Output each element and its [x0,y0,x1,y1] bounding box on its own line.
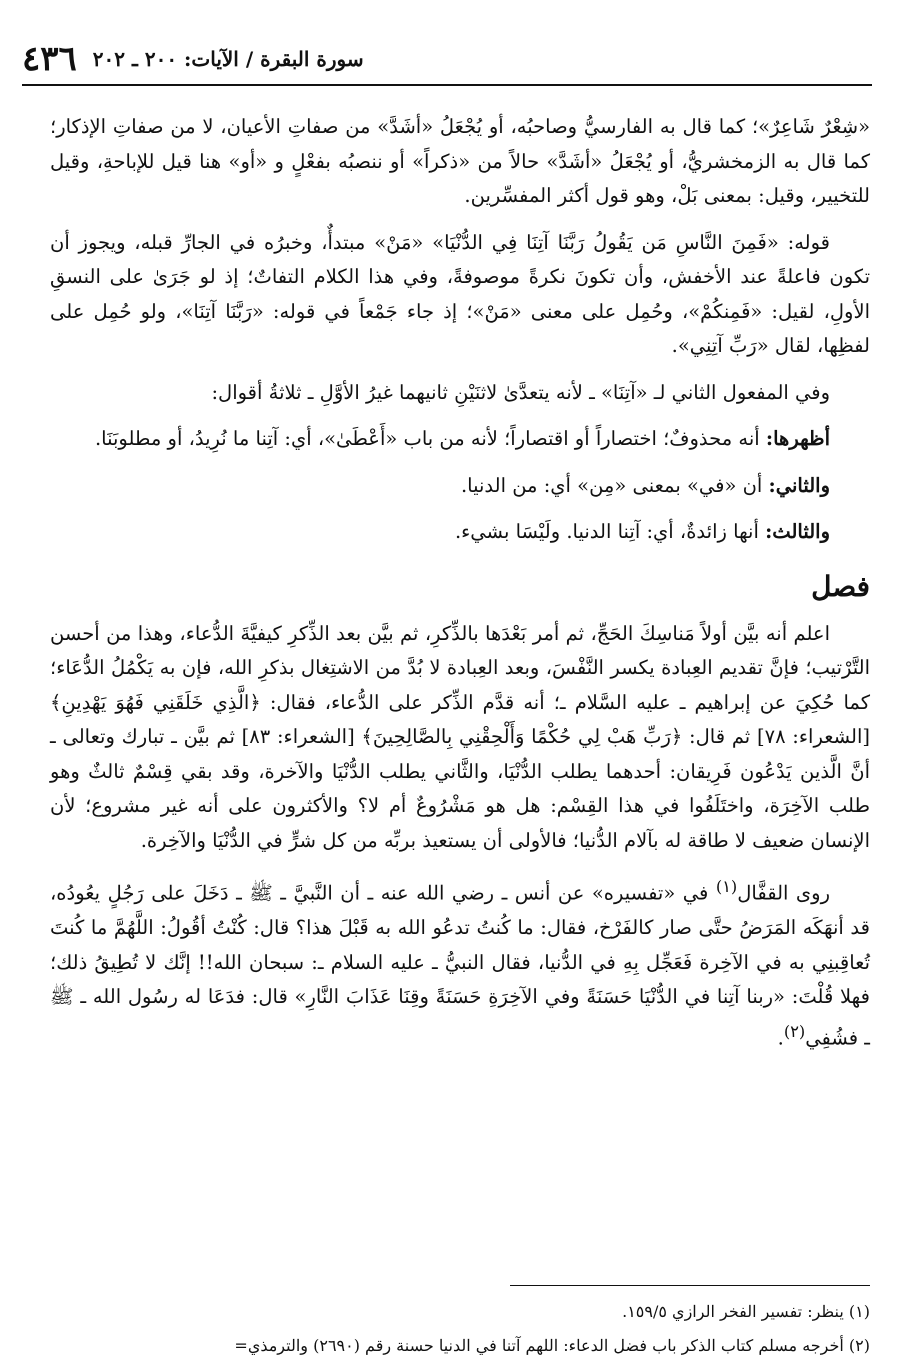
footnotes [24,1298,870,1366]
paragraph-3: وفي المفعول الثاني لـ «آتِنَا» ـ لأنه يتعدَّىٰ لاثنَيْنِ ثانيهما غيرُ الأوَّلِ ـ ثلاثةُ أقوال: [211,380,830,404]
hadith-text: في «تفسيره» عن أنس ـ رضي الله عنه ـ أن النَّبيَّ ـ ﷺ ـ دَخَلَ على رَجُلٍ يعُودُه، قد أنهَكَه المَرَضُ حتَّى صار كالفَرْخ، فقال: ما كُنتُ تدعُو الله به قَبْلَ هذا؟ قال: كُنْتُ أقُولُ: اللَّهُمَّ ما كُنتَ تُعاقِبنِي به في الآخِرة فَعَجِّل بِهِ في الدُّنيا، فقال النبيُّ ـ عليه السلام ـ: سبحان الله!! إنَّك لا تُطِيقُ ذلك؛ فهلا قُلْتَ: «ربنا آتِنا في الدُّنْيَا حَسَنَةً وفي الآخِرَةِ حَسَنَةً وقِنَا عَذَابَ النَّارِ» قال: فدَعَا له رسُول الله ـ ﷺ ـ فشُفِي [50,881,870,1049]
hadith-end: . [777,1026,784,1049]
paragraph-7: اعلم أنه بيَّن أولاً مَناسِكَ الحَجِّ، ثم أمر بَعْدَها بالذِّكرِ، ثم بيَّن بعد الذِّكرِ كيفيَّةَ الدُّعاء، وهذا من أحسن التَّرْتيب؛ فإنَّ تقديم العِبادة يكسر النَّفْسَ، وبعد العِبادة لا بُدَّ من الاشتِغال بذكرِ الله، فإن به يَكْمُلُ الدُّعَاء؛ كما حُكِيَ عن إبراهيم ـ عليه السَّلام ـ؛ أنه قدَّم الذِّكر على الدُّعاء، فقال: ﴿الَّذِي خَلَقَنِي فَهُوَ يَهْدِينِ﴾ [الشعراء: ٧٨] ثم قال: ﴿رَبِّ هَبْ لِي حُكْمًا وَأَلْحِقْنِي بِالصَّالِحِينَ﴾ [الشعراء: ٨٣] ثم بيَّن ـ تبارك وتعالى ـ أنَّ الَّذين يَدْعُون فَرِيقان: أحدهما يطلب الدُّنْيَا، والثَّاني يطلب الدُّنْيَا والآخرة، وقد بقي قِسْمٌ ثالثٌ وهو طلب الآخِرَة، واختَلَفُوا في هذا القِسْم: هل هو مَشْرُوعٌ أم لا؟ والأكثرون على أنه غير مشروع؛ لأن الإنسان ضعيف لا طاقة له بآلام الدُّنيا؛ فالأولى أن يستعيذ بربِّه من كل شرٍّ في الدُّنْيَا والآخِرة. [50,621,870,852]
running-title: سورة البقرة / الآيات: ٢٠٠ ـ ٢٠٢ [92,47,364,71]
page-number: ٤٣٦ [22,39,77,79]
main-text [50,110,870,1068]
second-opinion-text: أن «في» بمعنى «مِن» أي: من الدنيا. [460,473,769,497]
footnote-ref-2[interactable]: (٢) [783,1021,806,1041]
third-opinion-label: والثالث: [765,520,830,543]
section-heading: فصل [811,569,870,603]
paragraph-6 [50,515,870,550]
page-header [22,36,870,82]
paragraph-4 [50,422,870,457]
paragraph-2: قوله: «فَمِنَ النَّاسِ مَن يَقُولُ رَبَّنَا آتِنَا فِي الدُّنْيَا» «مَنْ» مبتدأٌ، وخبرُه في الجارِّ قبله، ويجوز أن تكون فاعلةً عند الأخفش، وأن تكونَ نكرةً موصوفةً، وفي هذا الكلام التفاتٌ؛ إذ لو جَرَىٰ على النسقِ الأولِ، لقيل: «فَمِنكُمْ»، وحُمِل على معنى «مَنْ»؛ إذ جاء جَمْعاً في قوله: «رَبَّنَا آتِنَا»، ولو حُمِل على لفظِها، لقال «رَبِّ آتِنِي». [50,230,870,357]
third-opinion-text: أنها زائدةٌ، أي: آتِنا الدنيا. ولَيْسَا بشيء. [454,520,766,543]
hadith-intro: روى القفَّال [737,881,830,905]
paragraph-5 [50,469,870,504]
footnote-rule [510,1285,870,1286]
footnote-1: (١) ينظر: تفسير الفخر الرازي ١٥٩/٥. [622,1302,870,1321]
second-opinion-label: والثاني: [768,473,830,497]
first-opinion-text: أنه محذوفٌ؛ اختصاراً أو اقتصاراً؛ لأنه من باب «أَعْطَىٰ»، أي: آتِنا ما نُرِيدُ، أو مطلوبَنَا. [94,427,766,450]
footnote-2: (٢) أخرجه مسلم كتاب الذكر باب فضل الدعاء: اللهم آتنا في الدنيا حسنة رقم (٢٦٩٠) والترمذي= [234,1336,870,1355]
first-opinion-label: أظهرها: [765,427,830,450]
header-rule [22,84,872,86]
paragraph-1: «شِعْرٌ شَاعِرٌ»؛ كما قال به الفارسيُّ وصاحبُه، أو يُجْعَلُ «أشَدَّ» من صفاتِ الأعيان، لا من صفاتِ الإذكار؛ كما قال به الزمخشريُّ، أو يُجْعَلُ «أشَدَّ» حالاً من «ذكراً» أو ننصبُه بفعْلٍ و «أو» هنا قيل للإباحةِ، وقيل للتخيير، وقيل: بمعنى بَلْ، وهو قول أكثر المفسِّرين. [50,115,870,207]
paragraph-8 [50,870,870,1056]
footnote-ref-1[interactable]: (١) [715,877,738,896]
